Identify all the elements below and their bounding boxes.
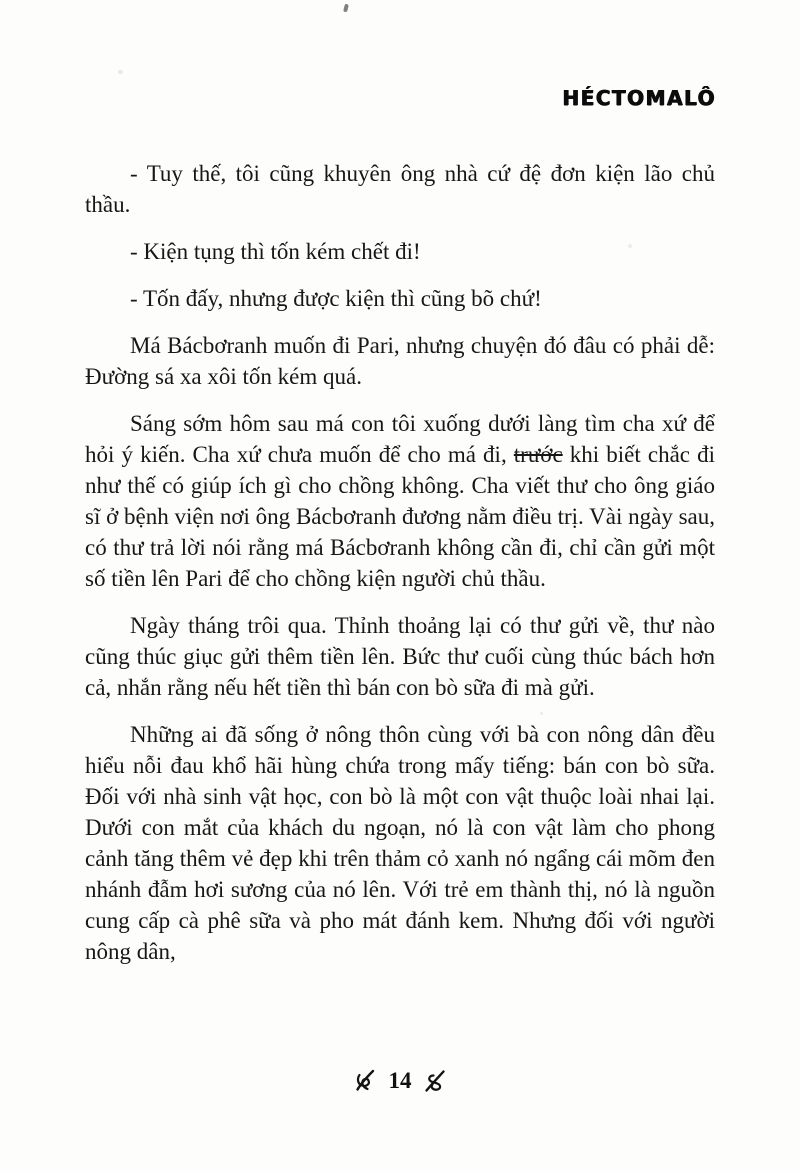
- scan-speck: [118, 70, 123, 74]
- page-number: 14: [388, 1068, 412, 1093]
- body-text: [85, 158, 715, 983]
- scan-speck: [343, 4, 349, 13]
- calligraphic-flourish-left-icon: [354, 1068, 378, 1094]
- paragraph-text: khi biết chắc đi như thế có giúp ích gì cho chồng không. Cha viết thư cho ông giáo sĩ ở bệnh viện nơi ông Bácbơranh đương nằm điều trị. Vài ngày sau, có thư trả lời nói rằng má Bácbơranh không cần đi, chỉ cần gửi một số tiền lên Pari để cho chồng kiện người chủ thầu.: [85, 442, 715, 591]
- paragraph: Ngày tháng trôi qua. Thỉnh thoảng lại có thư gửi về, thư nào cũng thúc giục gửi thêm tiền lên. Bức thư cuối cùng thúc bách hơn cả, nhắn rằng nếu hết tiền thì bán con bò sữa đi mà gửi.: [85, 613, 715, 700]
- paragraph: [85, 408, 715, 594]
- paragraph: Má Bácbơranh muốn đi Pari, nhưng chuyện đó đâu có phải dễ: Đường sá xa xôi tốn kém quá.: [85, 333, 715, 389]
- paragraph: Những ai đã sống ở nông thôn cùng với bà con nông dân đều hiểu nỗi đau khổ hãi hùng chứa trong mấy tiếng: bán con bò sữa. Đối với nhà sinh vật học, con bò là một con vật thuộc loài nhai lại. Dưới con mắt của khách du ngoạn, nó là con vật làm cho phong cảnh tăng thêm vẻ đẹp khi trên thảm cỏ xanh nó ngẩng cái mõm đen nhánh đẫm hơi sương của nó lên. Với trẻ em thành thị, nó là nguồn cung cấp cà phê sữa và pho mát đánh kem. Nhưng đối với người nông dân,: [85, 722, 715, 964]
- paragraph: - Tuy thế, tôi cũng khuyên ông nhà cứ đệ đơn kiện lão chủ thầu.: [85, 161, 715, 217]
- calligraphic-flourish-right-icon: [423, 1068, 447, 1094]
- page-footer: [0, 1068, 800, 1094]
- paragraph-text: Sáng sớm hôm sau má con tôi xuống dưới làng tìm cha xứ để hỏi ý kiến. Cha xứ chưa muốn để cho má đi,: [85, 411, 715, 467]
- paragraph: - Kiện tụng thì tốn kém chết đi!: [130, 239, 421, 264]
- paragraph: - Tốn đấy, nhưng được kiện thì cũng bõ chứ!: [130, 286, 542, 311]
- running-header: HÉCTOMALÔ: [562, 85, 716, 111]
- struck-word: trước: [513, 442, 563, 467]
